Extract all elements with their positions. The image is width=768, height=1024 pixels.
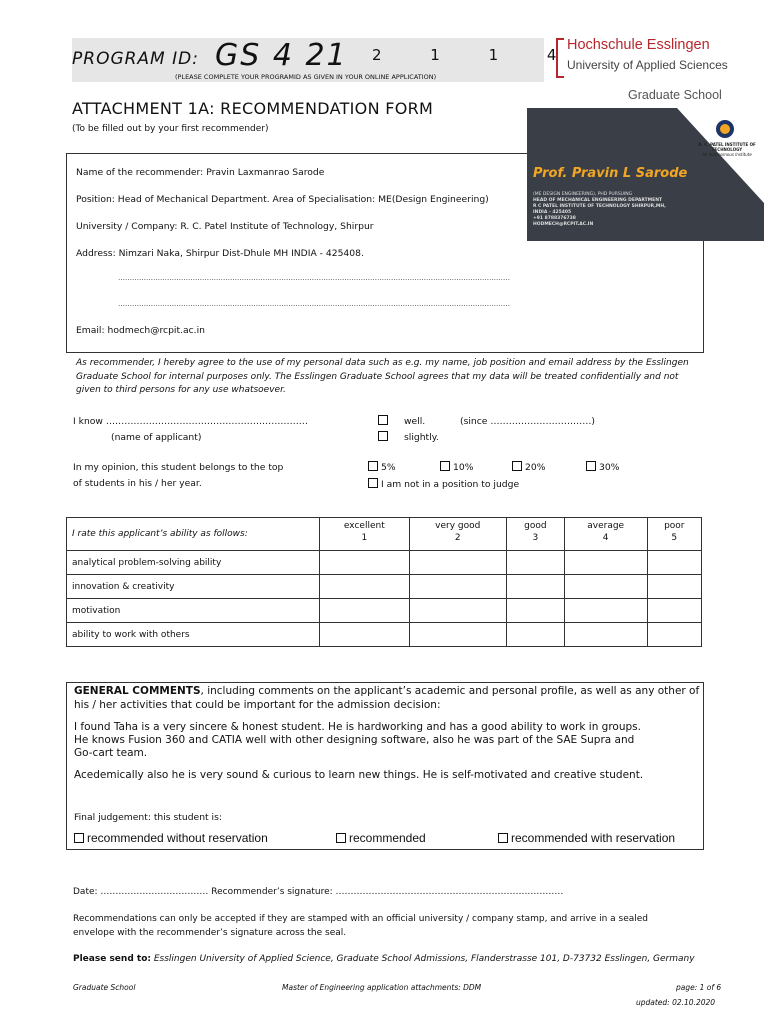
- logo-bracket-icon: [556, 38, 564, 78]
- graduate-school-label: Graduate School: [628, 88, 722, 102]
- rating-table: [66, 517, 702, 647]
- know-well-label: well.: [404, 416, 426, 427]
- rating-row: [67, 575, 702, 599]
- program-id-handwritten: GS 4 21: [215, 38, 348, 73]
- rating-row-label: motivation: [67, 599, 320, 623]
- checkbox-icon[interactable]: [586, 461, 596, 471]
- opinion-option-5[interactable]: 5%: [368, 461, 396, 473]
- know-slightly-label: slightly.: [404, 432, 439, 443]
- rating-cell[interactable]: [506, 599, 564, 623]
- logo-subtitle: University of Applied Sciences: [567, 58, 728, 72]
- know-slightly-option[interactable]: [378, 431, 391, 443]
- checkbox-icon[interactable]: [378, 415, 388, 425]
- stamp-requirement-note: Recommendations can only be accepted if they are stamped with an official university / company stamp, and arrive in a sealed: [73, 914, 649, 924]
- program-id-note: (PLEASE COMPLETE YOUR PROGRAMID AS GIVEN IN YOUR ONLINE APPLICATION): [175, 73, 437, 81]
- rating-col-header: very good 2: [409, 518, 506, 551]
- stamp-line: INDIA - 425405: [533, 210, 572, 215]
- final-judgement-label: Final judgement: this student is:: [74, 812, 222, 823]
- recommender-address: Address: Nimzari Naka, Shirpur Dist-Dhule MH INDIA - 425408.: [76, 248, 364, 259]
- rating-row: [67, 551, 702, 575]
- checkbox-icon[interactable]: [74, 833, 84, 843]
- form-title: ATTACHMENT 1A: RECOMMENDATION FORM: [72, 99, 434, 118]
- consent-text: As recommender, I hereby agree to the use of my personal data such as e.g. my name, job position and email address by the Esslingen Graduate School for internal purposes only. The Esslingen Graduate School agrees that my data will be treated confidentially and not given to third persons for any use whatsoever.: [76, 358, 689, 395]
- rating-row-label: innovation & creativity: [67, 575, 320, 599]
- program-id-label: PROGRAM ID:: [72, 49, 199, 69]
- know-well-option[interactable]: [378, 415, 391, 427]
- checkbox-icon[interactable]: [368, 461, 378, 471]
- stamp-requirement-note-line2: envelope with the recommender’s signature across the seal.: [73, 928, 347, 938]
- rating-cell[interactable]: [647, 575, 701, 599]
- recommender-stamp: [527, 108, 764, 241]
- rating-col-header: average 4: [564, 518, 647, 551]
- opinion-line1: In my opinion, this student belongs to the top: [73, 462, 284, 473]
- rating-cell[interactable]: [409, 623, 506, 647]
- opinion-option-30[interactable]: 30%: [586, 461, 619, 473]
- rating-cell[interactable]: [564, 623, 647, 647]
- rating-col-header: poor 5: [647, 518, 701, 551]
- know-applicant-line: I know …………………………………………………………: [73, 416, 308, 427]
- checkbox-icon[interactable]: [336, 833, 346, 843]
- footer-left: Graduate School: [73, 983, 136, 992]
- rating-cell[interactable]: [320, 575, 410, 599]
- rating-cell[interactable]: [647, 623, 701, 647]
- comments-heading: GENERAL COMMENTS, including comments on the applicant’s academic and personal profile, as well as any other of: [74, 685, 700, 697]
- rating-col-header: excellent 1: [320, 518, 410, 551]
- checkbox-icon[interactable]: [378, 431, 388, 441]
- opinion-option-20[interactable]: 20%: [512, 461, 545, 473]
- rating-header-label: I rate this applicant’s ability as follows:: [67, 518, 320, 551]
- rating-cell[interactable]: [564, 599, 647, 623]
- comments-text-line: Go-cart team.: [74, 747, 148, 759]
- stamp-institute-name: R. C. PATEL INSTITUTE OF TECHNOLOGY An Autonomous Institute: [698, 142, 756, 157]
- rating-cell[interactable]: [506, 575, 564, 599]
- know-since-field: (since ……………………………): [460, 416, 596, 427]
- comments-text-line: He knows Fusion 360 and CATIA well with other designing software, also he was part of the SAE Supra and: [74, 734, 635, 746]
- footer-updated: updated: 02.10.2020: [636, 998, 716, 1007]
- rating-cell[interactable]: [320, 599, 410, 623]
- stamp-line: HODMECH@RCPIT.AC.IN: [533, 222, 594, 227]
- opinion-option-10[interactable]: 10%: [440, 461, 473, 473]
- comments-text-line: Acedemically also he is very sound & curious to learn new things. He is self-motivated and creative student.: [74, 769, 644, 781]
- comments-heading-line2: his / her activities that could be important for the admission decision:: [74, 699, 441, 711]
- rating-cell[interactable]: [647, 551, 701, 575]
- rating-cell[interactable]: [320, 623, 410, 647]
- comments-text-line: I found Taha is a very sincere & honest student. He is hardworking and has a good ability to work in groups.: [74, 721, 641, 733]
- footer-page: page: 1 of 6: [676, 983, 722, 992]
- recommender-university: University / Company: R. C. Patel Institute of Technology, Shirpur: [76, 221, 374, 232]
- rating-cell[interactable]: [506, 551, 564, 575]
- date-signature-line: Date: ……………………………… Recommender’s signature: ……………………………………………………….…………: [73, 887, 564, 897]
- send-to-line: Please send to: Esslingen University of Applied Science, Graduate School Admissions, Flanderstrasse 101, D-73732 Esslingen, Germany: [73, 954, 695, 964]
- stamp-line: (ME DESIGN ENGINEERING), PHD PURSUING: [533, 192, 633, 197]
- opinion-no-position[interactable]: I am not in a position to judge: [368, 478, 519, 490]
- rating-row: [67, 599, 702, 623]
- rating-cell[interactable]: [564, 575, 647, 599]
- rating-cell[interactable]: [506, 623, 564, 647]
- rating-row-label: analytical problem-solving ability: [67, 551, 320, 575]
- checkbox-icon[interactable]: [440, 461, 450, 471]
- rating-cell[interactable]: [409, 575, 506, 599]
- program-id-digits: 2 1 1 4: [372, 46, 579, 64]
- recommended-option[interactable]: recommended: [336, 831, 426, 845]
- rating-header-row: [67, 518, 702, 551]
- recommender-position: Position: Head of Mechanical Department. Area of Specialisation: ME(Design Engineering): [76, 194, 489, 205]
- checkbox-icon[interactable]: [498, 833, 508, 843]
- rating-cell[interactable]: [647, 599, 701, 623]
- rating-col-header: good 3: [506, 518, 564, 551]
- rating-cell[interactable]: [409, 551, 506, 575]
- recommend-with-reservation-option[interactable]: recommended with reservation: [498, 831, 675, 845]
- recommender-name: Name of the recommender: Pravin Laxmanrao Sarode: [76, 167, 325, 178]
- checkbox-icon[interactable]: [512, 461, 522, 471]
- applicant-name-caption: (name of applicant): [111, 432, 202, 443]
- footer-center: Master of Engineering application attachments: DDM: [282, 983, 482, 992]
- stamp-line: HEAD OF MECHANICAL ENGINEERING DEPARTMENT: [533, 198, 663, 203]
- rating-row-label: ability to work with others: [67, 623, 320, 647]
- rating-cell[interactable]: [564, 551, 647, 575]
- recommender-email: Email: hodmech@rcpit.ac.in: [76, 325, 205, 336]
- stamp-person-name: Prof. Pravin L Sarode: [533, 166, 688, 181]
- address-dotted-line: ……………………………………………………………………………………………………………………………………………………: [118, 300, 510, 308]
- stamp-line: +91 8788376738: [533, 216, 576, 221]
- logo-name: Hochschule Esslingen: [567, 37, 710, 53]
- recommend-without-reservation-option[interactable]: recommended without reservation: [74, 831, 268, 845]
- rating-cell[interactable]: [409, 599, 506, 623]
- form-subtitle: (To be filled out by your first recommender): [72, 124, 269, 134]
- rating-cell[interactable]: [320, 551, 410, 575]
- checkbox-icon[interactable]: [368, 478, 378, 488]
- stamp-line: R C PATEL INSTITUTE OF TECHNOLOGY SHIRPUR,MH,: [533, 204, 666, 209]
- rating-row: [67, 623, 702, 647]
- opinion-line2: of students in his / her year.: [73, 478, 202, 489]
- address-dotted-line: ……………………………………………………………………………………………………………………………………………………: [118, 274, 510, 282]
